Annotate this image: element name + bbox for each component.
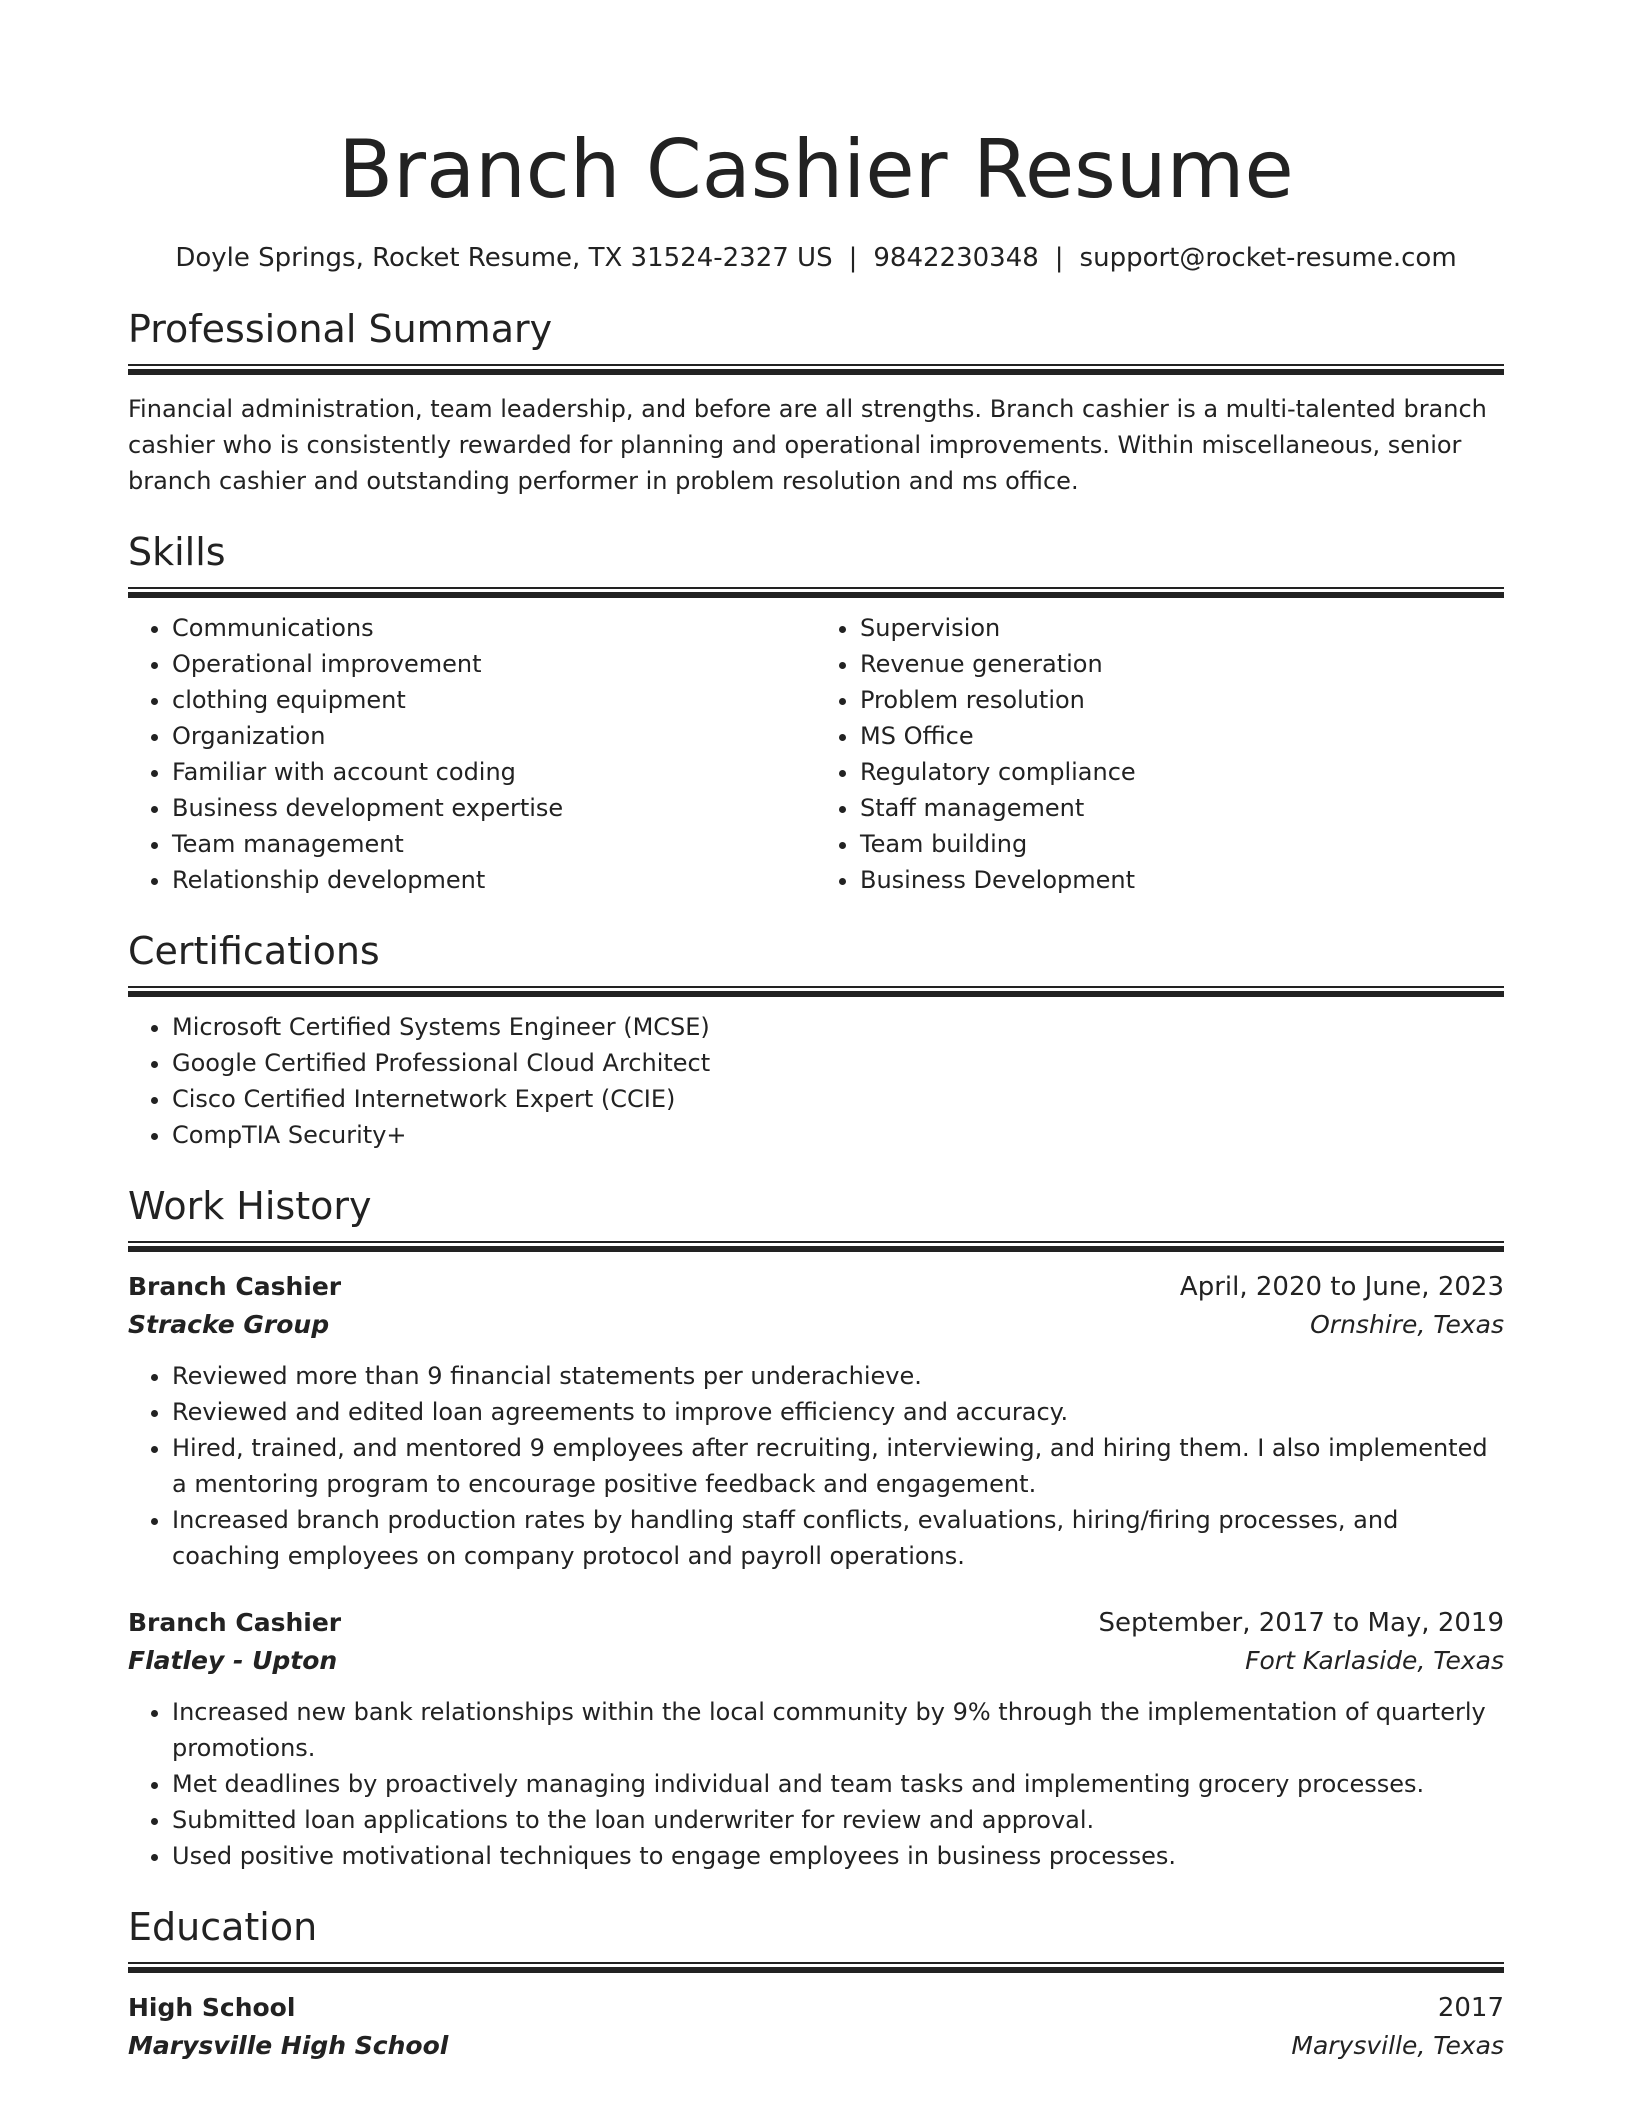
- job-title: Branch Cashier: [128, 1608, 342, 1637]
- job-company: Stracke Group: [128, 1310, 330, 1339]
- contact-line: [128, 240, 1504, 276]
- section-divider: [128, 364, 1504, 375]
- job-duty-item: • Submitted loan applications to the loan underwriter for review and approval.: [172, 1802, 1504, 1838]
- certification-item: • Google Certified Professional Cloud Architect: [172, 1045, 1504, 1081]
- skills-heading: Skills: [128, 530, 226, 574]
- skill-item: • Revenue generation: [860, 646, 1504, 682]
- certifications-section: [128, 928, 1504, 1153]
- skills-list-right: [816, 610, 1504, 898]
- education-header-row: [128, 1989, 1504, 2027]
- job-duties-list: [128, 1694, 1504, 1874]
- job-header-row: [128, 1268, 1504, 1306]
- job-location: Fort Karlaside, Texas: [1245, 1646, 1504, 1675]
- section-divider: [128, 986, 1504, 997]
- job-entry: [128, 1604, 1504, 1874]
- job-duty-item: • Used positive motivational techniques to engage employees in business processes.: [172, 1838, 1504, 1874]
- section-divider: [128, 1962, 1504, 1973]
- education-school: Marysville High School: [128, 2031, 449, 2060]
- skill-item: • Operational improvement: [172, 646, 816, 682]
- job-duty-item: • Increased new bank relationships within the local community by 9% through the implementation of quarterly promotions.: [172, 1694, 1504, 1766]
- contact-phone: 9842230348: [873, 243, 1039, 273]
- skill-item: • Business Development: [860, 862, 1504, 898]
- skill-item: • Regulatory compliance: [860, 754, 1504, 790]
- skills-section: [128, 529, 1504, 898]
- skill-item: • Problem resolution: [860, 682, 1504, 718]
- certifications-list: [128, 1009, 1504, 1153]
- section-divider: [128, 587, 1504, 598]
- contact-email: support@rocket-resume.com: [1079, 243, 1457, 273]
- contact-separator: |: [848, 243, 858, 273]
- skill-item: • Communications: [172, 610, 816, 646]
- contact-address: Doyle Springs, Rocket Resume, TX 31524-2327 US: [175, 243, 833, 273]
- job-duty-item: • Reviewed and edited loan agreements to improve efficiency and accuracy.: [172, 1394, 1504, 1430]
- education-school-row: [128, 2027, 1504, 2065]
- job-company-row: [128, 1642, 1504, 1680]
- skills-grid: [128, 610, 1504, 898]
- work-history-heading: Work History: [128, 1184, 372, 1228]
- work-history-section: [128, 1183, 1504, 1874]
- job-duty-item: • Reviewed more than 9 financial statements per underachieve.: [172, 1358, 1504, 1394]
- job-duty-item: • Hired, trained, and mentored 9 employees after recruiting, interviewing, and hiring them. I also implemented a mentoring program to encourage positive feedback and engagement.: [172, 1430, 1504, 1502]
- certification-item: • CompTIA Security+: [172, 1117, 1504, 1153]
- job-location: Ornshire, Texas: [1310, 1310, 1504, 1339]
- education-entry: [128, 1989, 1504, 2065]
- job-header-row: [128, 1604, 1504, 1642]
- skill-item: • Team building: [860, 826, 1504, 862]
- job-duties-list: [128, 1358, 1504, 1574]
- job-title: Branch Cashier: [128, 1272, 342, 1301]
- job-company: Flatley - Upton: [128, 1646, 338, 1675]
- job-entry: [128, 1268, 1504, 1574]
- education-location: Marysville, Texas: [1291, 2031, 1504, 2060]
- skill-item: • Team management: [172, 826, 816, 862]
- education-section: [128, 1904, 1504, 2065]
- summary-heading: Professional Summary: [128, 307, 553, 351]
- summary-text: Financial administration, team leadership, and before are all strengths. Branch cashier is a multi-talented branch cashier who is consistently rewarded for planning and operational improvements. Within miscellaneous, senior branch cashier and outstanding performer in problem resolution and ms office.: [128, 395, 1487, 495]
- skill-item: • Familiar with account coding: [172, 754, 816, 790]
- job-company-row: [128, 1306, 1504, 1344]
- skill-item: • MS Office: [860, 718, 1504, 754]
- certification-item: • Cisco Certified Internetwork Expert (CCIE): [172, 1081, 1504, 1117]
- summary-section: [128, 306, 1504, 499]
- job-dates: September, 2017 to May, 2019: [1098, 1608, 1504, 1638]
- skill-item: • clothing equipment: [172, 682, 816, 718]
- resume-page: [128, 120, 1504, 2065]
- education-degree: High School: [128, 1993, 296, 2022]
- contact-separator: |: [1054, 243, 1064, 273]
- education-heading: Education: [128, 1905, 318, 1949]
- skill-item: • Supervision: [860, 610, 1504, 646]
- skill-item: • Relationship development: [172, 862, 816, 898]
- section-divider: [128, 1241, 1504, 1252]
- job-duty-item: • Increased branch production rates by handling staff conflicts, evaluations, hiring/firing processes, and coaching employees on company protocol and payroll operations.: [172, 1502, 1504, 1574]
- job-dates: April, 2020 to June, 2023: [1179, 1272, 1504, 1302]
- certifications-heading: Certifications: [128, 929, 380, 973]
- resume-title: Branch Cashier Resume: [338, 123, 1294, 216]
- job-duty-item: • Met deadlines by proactively managing individual and team tasks and implementing grocery processes.: [172, 1766, 1504, 1802]
- skill-item: • Organization: [172, 718, 816, 754]
- skill-item: • Staff management: [860, 790, 1504, 826]
- skill-item: • Business development expertise: [172, 790, 816, 826]
- certification-item: • Microsoft Certified Systems Engineer (MCSE): [172, 1009, 1504, 1045]
- education-year: 2017: [1437, 1993, 1504, 2023]
- skills-list-left: [128, 610, 816, 898]
